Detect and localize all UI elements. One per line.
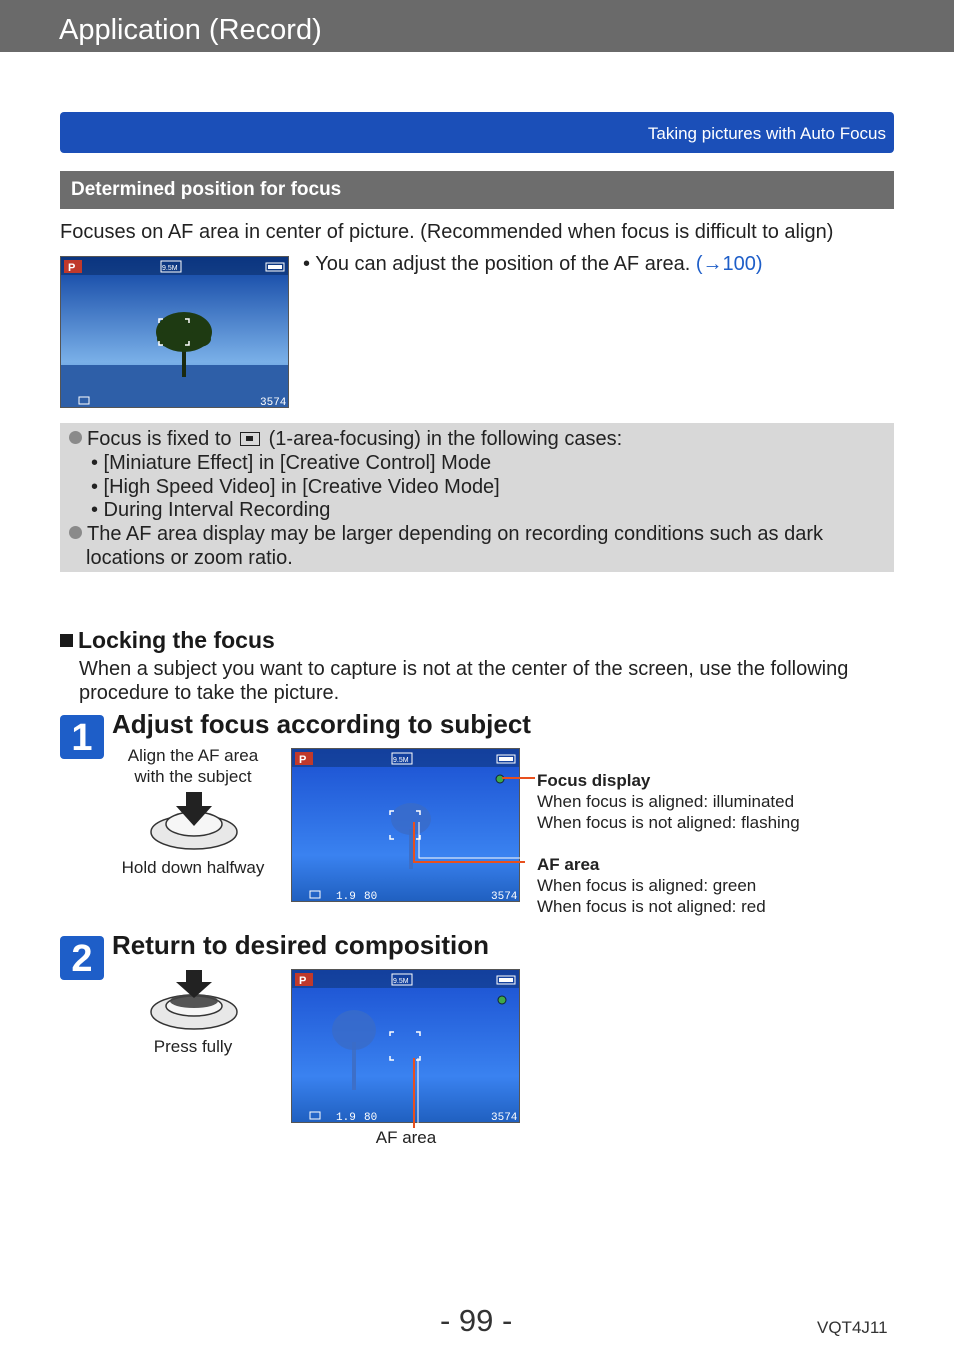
locking-desc-line1: When a subject you want to capture is not at the center of the screen, use the following (79, 658, 849, 680)
camera-screen-center-af (60, 256, 289, 408)
page-100-link[interactable]: (→100) (695, 253, 763, 275)
hold-halfway-label: Hold down halfway (121, 858, 265, 877)
af-area-label-step2: AF area (375, 1128, 437, 1147)
step2-shutter: 80 (364, 1112, 378, 1122)
bullet-icon (69, 431, 82, 444)
step-1-badge: 1 (60, 715, 104, 759)
step1-shutter: 80 (364, 891, 378, 901)
note-larger-area-cont: locations or zoom ratio. (86, 547, 293, 569)
square-bullet-icon (60, 634, 73, 647)
note-larger-area: The AF area display may be larger depending on recording conditions such as dark (69, 522, 823, 546)
svg-text:P: P (299, 975, 307, 987)
svg-text:9.5M: 9.5M (393, 757, 409, 764)
locking-focus-heading: Locking the focus (60, 627, 275, 654)
press-fully-label: Press fully (153, 1037, 233, 1056)
document-code: VQT4J11 (817, 1318, 888, 1337)
note-case-item: • [High Speed Video] in [Creative Video Mode] (91, 476, 500, 498)
focus-display-line2: When focus is not aligned: flashing (537, 813, 800, 832)
locking-desc-line2: procedure to take the picture. (79, 682, 340, 704)
step-1-title: Adjust focus according to subject (112, 709, 531, 739)
step-2-badge: 2 (60, 936, 104, 980)
step2-shot-count: 3574 (491, 1112, 518, 1122)
callout-lines-step1 (405, 770, 540, 870)
center-af-preview-image (61, 257, 288, 407)
af-area-line1: When focus is aligned: green (537, 876, 757, 895)
align-af-line2: with the subject (134, 767, 252, 786)
focus-display-line1: When focus is aligned: illuminated (537, 792, 795, 811)
svg-text:P: P (299, 754, 307, 766)
step1-shot-count: 3574 (491, 891, 518, 901)
note-case-item: • During Interval Recording (91, 499, 331, 521)
step-2-title: Return to desired composition (112, 930, 490, 960)
af-area-line2: When focus is not aligned: red (537, 897, 766, 916)
intro-text: Focuses on AF area in center of picture. (Recommended when focus is difficult to align) (60, 221, 834, 243)
note-case-item: • [Miniature Effect] in [Creative Control] Mode (91, 452, 492, 474)
subsection-title: Determined position for focus (71, 179, 342, 200)
bullet-icon (69, 526, 82, 539)
focus-display-title: Focus display (537, 771, 651, 790)
1-area-focusing-icon (240, 432, 260, 446)
page-number: - 99 - (440, 1303, 513, 1338)
adjust-position-text: • You can adjust the position of the AF area. (303, 253, 696, 275)
shutter-full-press-icon (148, 968, 240, 1032)
step2-aperture: 1.9 (336, 1112, 356, 1122)
svg-text:9.5M: 9.5M (393, 978, 409, 985)
af-area-title: AF area (537, 855, 600, 874)
shutter-half-press-icon (148, 790, 240, 852)
step1-aperture: 1.9 (336, 891, 356, 901)
callout-line-step2 (405, 1056, 425, 1130)
svg-text:9.5M: 9.5M (162, 265, 178, 272)
adjust-position-note (303, 252, 763, 276)
svg-text:P: P (68, 262, 76, 274)
page-header-title: Application (Record) (59, 14, 322, 46)
align-af-line1: Align the AF area (127, 746, 259, 765)
center-af-shot-count: 3574 (260, 397, 287, 407)
note-fixed-focus: Focus is fixed to (1-area-focusing) in the following cases: (69, 427, 622, 451)
section-bar-label: Taking pictures with Auto Focus (647, 124, 886, 143)
